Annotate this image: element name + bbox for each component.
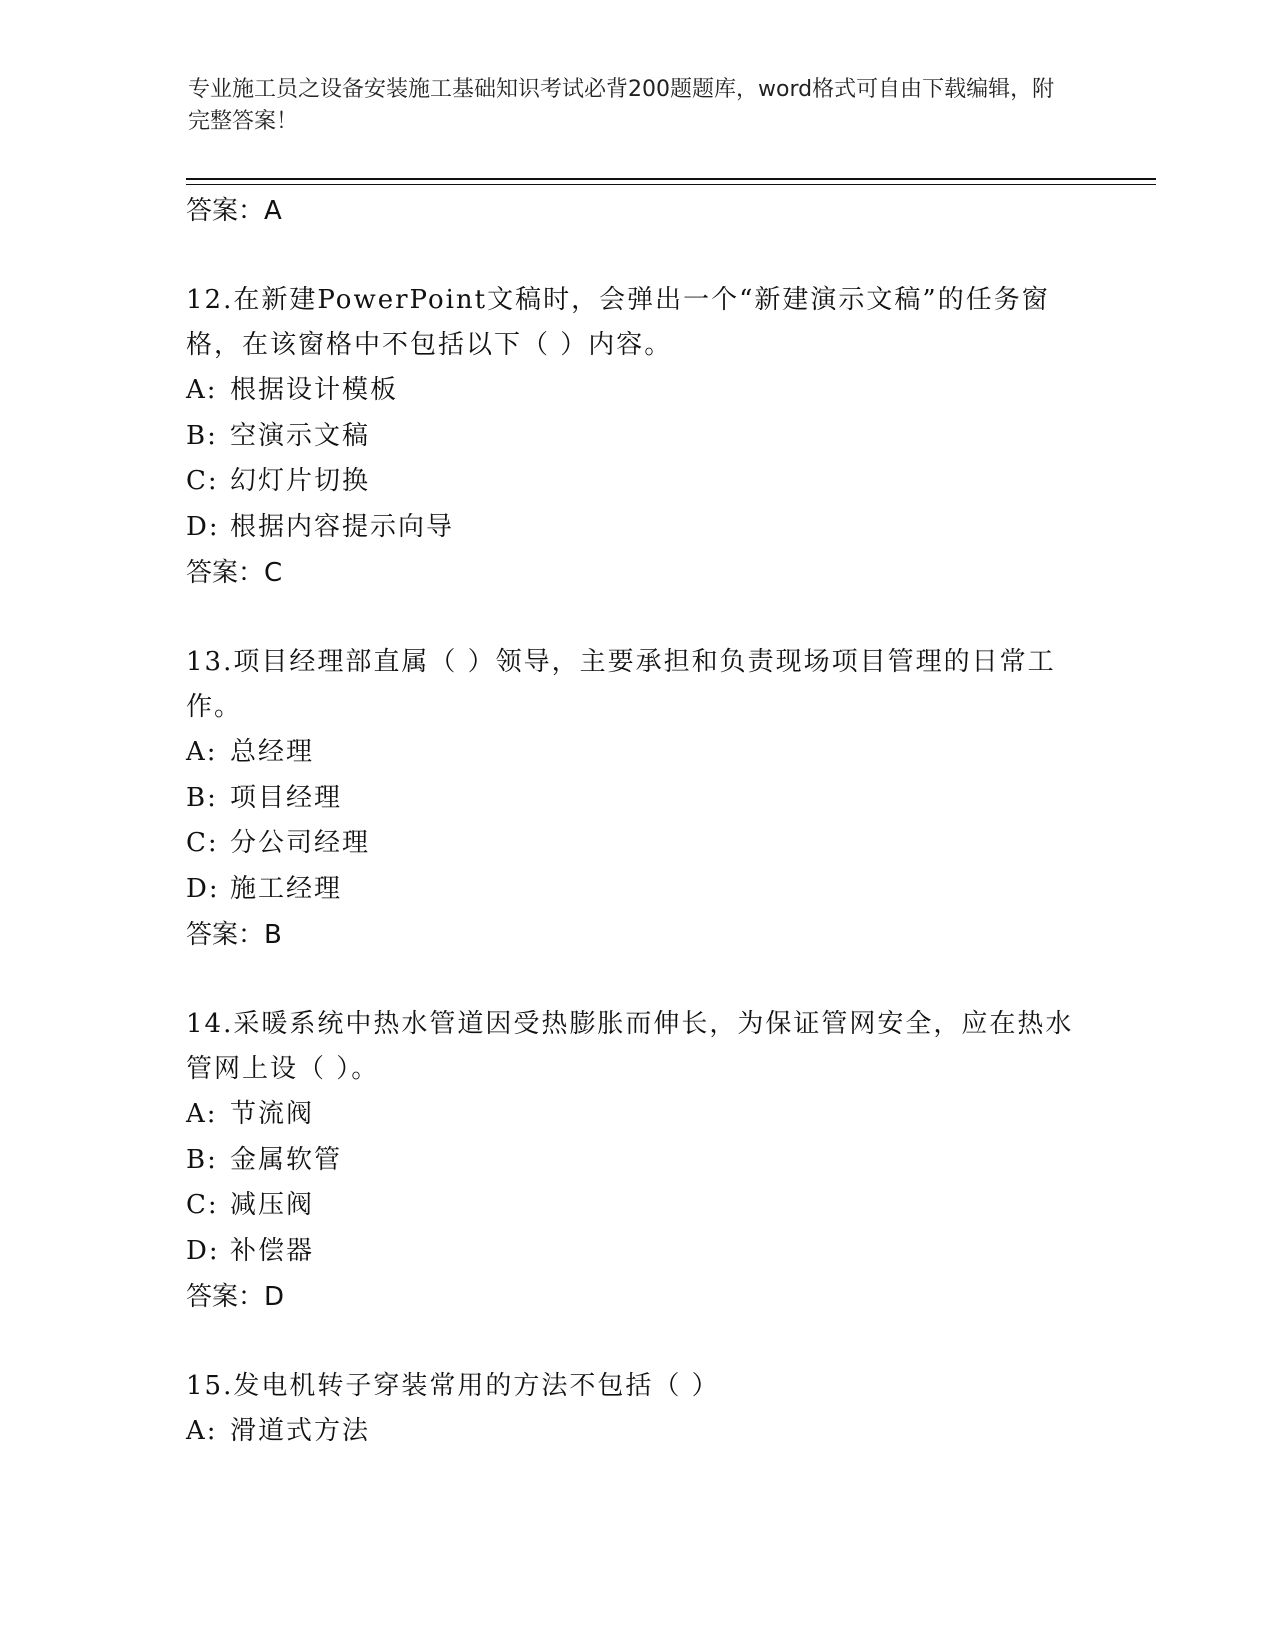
answer-line: 答案：D	[186, 1282, 285, 1312]
header-divider-thin	[186, 184, 1156, 185]
option-text: 空演示文稿	[230, 420, 371, 451]
answer-line: 答案：B	[186, 920, 282, 950]
answer-line: 答案：C	[186, 558, 283, 588]
option-key: D:	[186, 511, 220, 542]
option-d	[186, 1229, 1086, 1275]
option-text: 施工经理	[230, 873, 343, 904]
option-a	[186, 1409, 1086, 1455]
option-text: 节流阀	[230, 1099, 315, 1129]
question-text: 12.在新建PowerPoint文稿时，会弹出一个“新建演示文稿”的任务窗格，在该窗格中不包括以下（ ）内容。	[186, 285, 1050, 360]
option-text: 金属软管	[230, 1144, 343, 1175]
option-key: C:	[186, 828, 219, 858]
question-13	[186, 640, 1086, 958]
option-a	[186, 368, 1086, 414]
option-key: B:	[186, 782, 218, 813]
question-14	[186, 1002, 1086, 1320]
header-divider	[186, 178, 1156, 180]
option-key: D:	[186, 873, 220, 904]
option-key: A:	[186, 1416, 218, 1446]
option-text: 项目经理	[230, 782, 343, 813]
question-list	[186, 188, 1086, 1455]
option-key: C:	[186, 1190, 219, 1220]
option-text: 滑道式方法	[230, 1416, 371, 1446]
option-b	[186, 414, 1086, 460]
option-b	[186, 776, 1086, 822]
option-key: A:	[186, 1099, 218, 1129]
option-key: D:	[186, 1235, 220, 1266]
question-text: 15.发电机转子穿装常用的方法不包括（ ）	[186, 1371, 720, 1401]
option-key: A:	[186, 737, 218, 767]
option-text: 分公司经理	[230, 828, 371, 858]
option-text: 根据设计模板	[230, 375, 399, 405]
option-text: 幻灯片切换	[230, 466, 371, 496]
option-text: 减压阀	[230, 1190, 315, 1220]
option-text: 根据内容提示向导	[230, 511, 455, 542]
option-c	[186, 459, 1086, 505]
question-text: 13.项目经理部直属（ ）领导，主要承担和负责现场项目管理的日常工作。	[186, 647, 1056, 722]
question-12	[186, 278, 1086, 596]
question-text: 14.采暖系统中热水管道因受热膨胀而伸长，为保证管网安全，应在热水管网上设（ ）。	[186, 1009, 1074, 1084]
option-a	[186, 730, 1086, 776]
option-key: B:	[186, 420, 218, 451]
option-key: C:	[186, 466, 219, 496]
option-text: 补偿器	[230, 1235, 315, 1266]
option-key: B:	[186, 1144, 218, 1175]
option-d	[186, 505, 1086, 551]
option-a	[186, 1092, 1086, 1138]
option-key: A:	[186, 375, 218, 405]
option-text: 总经理	[230, 737, 315, 767]
answer-line: 答案：A	[186, 196, 282, 226]
option-c	[186, 1183, 1086, 1229]
question-15	[186, 1364, 1086, 1455]
document-header: 专业施工员之设备安装施工基础知识考试必背200题题库，word格式可自由下载编辑，附完整答案！	[188, 77, 1055, 134]
option-b	[186, 1138, 1086, 1184]
option-c	[186, 821, 1086, 867]
option-d	[186, 867, 1086, 913]
